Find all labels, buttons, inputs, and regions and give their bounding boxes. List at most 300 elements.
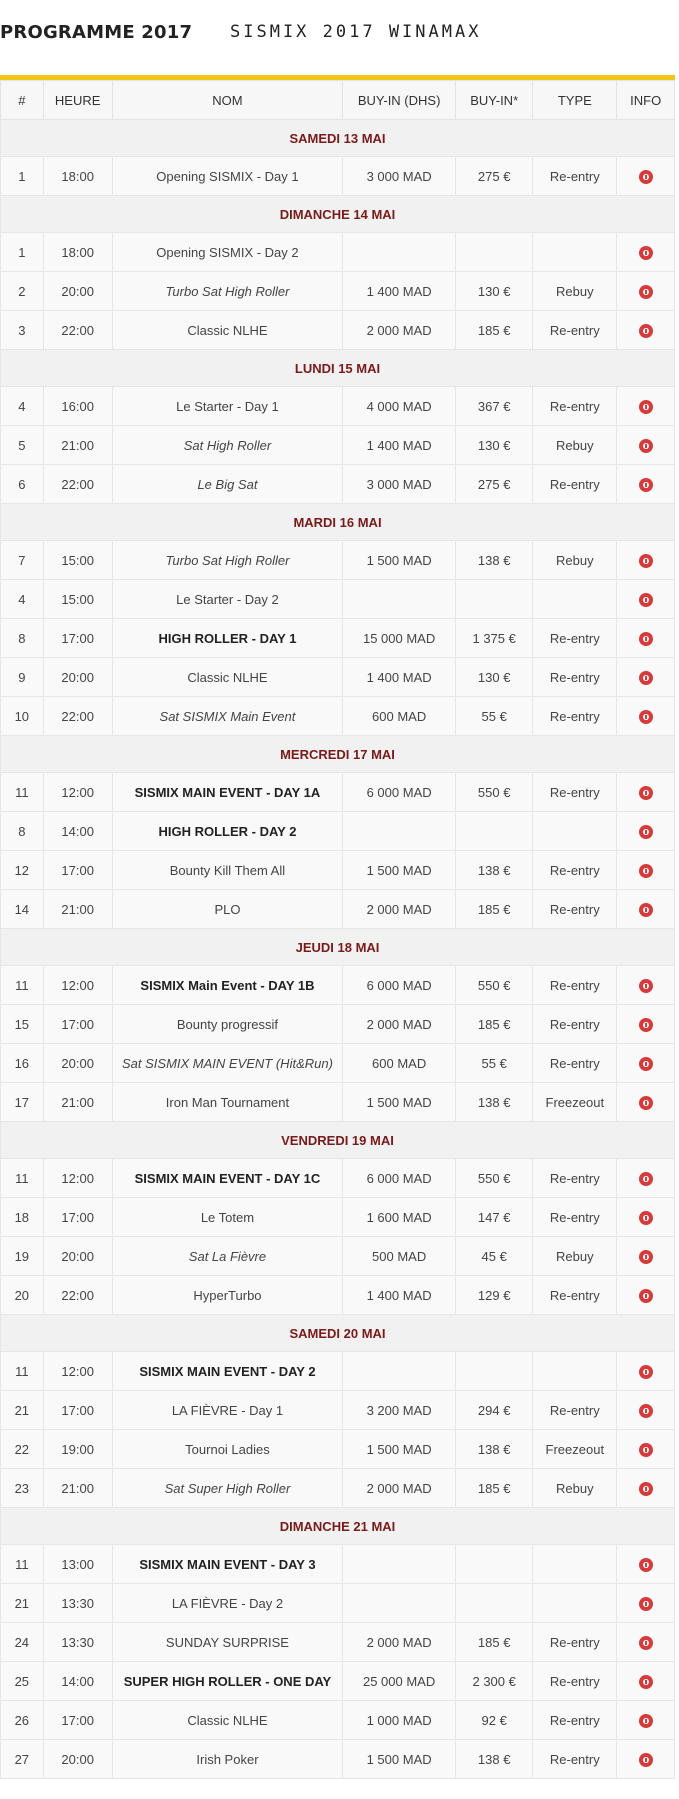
cell-number: 18 — [1, 1198, 44, 1237]
cell-type: Freezeout — [533, 1430, 617, 1469]
cell-number: 25 — [1, 1662, 44, 1701]
info-icon[interactable] — [639, 324, 653, 338]
cell-name: Bounty Kill Them All — [112, 851, 342, 890]
page-header — [0, 0, 679, 75]
cell-buyin-dhs — [343, 812, 456, 851]
cell-name: Sat High Roller — [112, 426, 342, 465]
table-row — [1, 541, 675, 580]
info-icon[interactable] — [639, 1558, 653, 1572]
cell-buyin-eur: 1 375 € — [456, 619, 533, 658]
cell-name: SISMIX MAIN EVENT - DAY 2 — [112, 1352, 342, 1391]
cell-type: Freezeout — [533, 1083, 617, 1122]
day-label: VENDREDI 19 MAI — [1, 1122, 675, 1159]
cell-name: SISMIX Main Event - DAY 1B — [112, 966, 342, 1005]
day-label: JEUDI 18 MAI — [1, 929, 675, 966]
info-icon[interactable] — [639, 1636, 653, 1650]
cell-buyin-dhs: 1 500 MAD — [343, 541, 456, 580]
cell-buyin-eur — [456, 1545, 533, 1584]
cell-buyin-dhs: 2 000 MAD — [343, 1469, 456, 1508]
cell-info — [617, 1083, 675, 1122]
cell-buyin-dhs: 1 400 MAD — [343, 426, 456, 465]
cell-time: 22:00 — [43, 311, 112, 350]
cell-buyin-eur: 129 € — [456, 1276, 533, 1315]
cell-name: Le Totem — [112, 1198, 342, 1237]
info-icon[interactable] — [639, 1597, 653, 1611]
cell-time: 12:00 — [43, 773, 112, 812]
cell-number: 11 — [1, 1159, 44, 1198]
cell-info — [617, 1701, 675, 1740]
cell-type: Re-entry — [533, 387, 617, 426]
cell-type: Rebuy — [533, 272, 617, 311]
cell-number: 1 — [1, 157, 44, 196]
info-icon[interactable] — [639, 593, 653, 607]
cell-time: 13:30 — [43, 1584, 112, 1623]
cell-number: 8 — [1, 619, 44, 658]
cell-type: Re-entry — [533, 1701, 617, 1740]
table-row — [1, 233, 675, 272]
cell-buyin-dhs: 1 500 MAD — [343, 1740, 456, 1779]
info-icon[interactable] — [639, 246, 653, 260]
table-row — [1, 1159, 675, 1198]
cell-buyin-dhs — [343, 580, 456, 619]
cell-type: Re-entry — [533, 311, 617, 350]
table-row — [1, 619, 675, 658]
cell-type: Re-entry — [533, 1662, 617, 1701]
event-title: SISMIX 2017 WINAMAX — [230, 22, 482, 42]
cell-number: 5 — [1, 426, 44, 465]
cell-buyin-eur: 138 € — [456, 851, 533, 890]
cell-buyin-dhs: 2 000 MAD — [343, 1623, 456, 1662]
cell-buyin-eur: 45 € — [456, 1237, 533, 1276]
cell-name: Le Starter - Day 1 — [112, 387, 342, 426]
cell-name: Opening SISMIX - Day 1 — [112, 157, 342, 196]
info-icon[interactable] — [639, 554, 653, 568]
cell-name: Le Big Sat — [112, 465, 342, 504]
cell-buyin-dhs: 3 000 MAD — [343, 157, 456, 196]
cell-name: Turbo Sat High Roller — [112, 272, 342, 311]
info-icon[interactable] — [639, 400, 653, 414]
cell-name: Classic NLHE — [112, 1701, 342, 1740]
table-row — [1, 387, 675, 426]
cell-info — [617, 812, 675, 851]
cell-info — [617, 311, 675, 350]
cell-buyin-eur: 55 € — [456, 697, 533, 736]
cell-buyin-eur — [456, 580, 533, 619]
info-icon[interactable] — [639, 825, 653, 839]
cell-name: Iron Man Tournament — [112, 1083, 342, 1122]
cell-time: 12:00 — [43, 1352, 112, 1391]
cell-info — [617, 1469, 675, 1508]
cell-name: HIGH ROLLER - DAY 2 — [112, 812, 342, 851]
cell-name: SISMIX MAIN EVENT - DAY 3 — [112, 1545, 342, 1584]
info-icon[interactable] — [639, 285, 653, 299]
table-row — [1, 311, 675, 350]
cell-name: Turbo Sat High Roller — [112, 541, 342, 580]
cell-buyin-eur: 550 € — [456, 773, 533, 812]
cell-number: 7 — [1, 541, 44, 580]
cell-info — [617, 1276, 675, 1315]
day-label: MARDI 16 MAI — [1, 504, 675, 541]
cell-buyin-dhs: 1 000 MAD — [343, 1701, 456, 1740]
cell-number: 17 — [1, 1083, 44, 1122]
cell-name: Bounty progressif — [112, 1005, 342, 1044]
table-row — [1, 426, 675, 465]
info-icon[interactable] — [639, 864, 653, 878]
cell-name: LA FIÈVRE - Day 2 — [112, 1584, 342, 1623]
table-row — [1, 773, 675, 812]
cell-info — [617, 580, 675, 619]
cell-buyin-eur: 55 € — [456, 1044, 533, 1083]
cell-info — [617, 1662, 675, 1701]
table-row — [1, 1237, 675, 1276]
cell-buyin-dhs: 600 MAD — [343, 1044, 456, 1083]
cell-number: 15 — [1, 1005, 44, 1044]
info-icon[interactable] — [639, 1211, 653, 1225]
cell-number: 8 — [1, 812, 44, 851]
cell-info — [617, 697, 675, 736]
cell-buyin-dhs: 15 000 MAD — [343, 619, 456, 658]
cell-name: SISMIX MAIN EVENT - DAY 1C — [112, 1159, 342, 1198]
info-icon[interactable] — [639, 1250, 653, 1264]
cell-name: Sat La Fièvre — [112, 1237, 342, 1276]
cell-type — [533, 1584, 617, 1623]
cell-info — [617, 1159, 675, 1198]
cell-name: PLO — [112, 890, 342, 929]
cell-type: Re-entry — [533, 1391, 617, 1430]
cell-info — [617, 658, 675, 697]
cell-buyin-dhs: 1 400 MAD — [343, 272, 456, 311]
info-icon[interactable] — [639, 1172, 653, 1186]
cell-time: 22:00 — [43, 697, 112, 736]
cell-time: 18:00 — [43, 233, 112, 272]
info-icon[interactable] — [639, 1482, 653, 1496]
cell-name: HyperTurbo — [112, 1276, 342, 1315]
cell-info — [617, 1623, 675, 1662]
cell-buyin-dhs: 4 000 MAD — [343, 387, 456, 426]
cell-time: 22:00 — [43, 1276, 112, 1315]
day-label: MERCREDI 17 MAI — [1, 736, 675, 773]
cell-name: Sat SISMIX Main Event — [112, 697, 342, 736]
cell-buyin-eur: 130 € — [456, 272, 533, 311]
cell-info — [617, 1352, 675, 1391]
column-header-info: INFO — [617, 81, 675, 120]
table-row — [1, 697, 675, 736]
day-header-row — [1, 929, 675, 966]
cell-name: Irish Poker — [112, 1740, 342, 1779]
cell-time: 21:00 — [43, 1469, 112, 1508]
info-icon[interactable] — [639, 1018, 653, 1032]
cell-buyin-eur: 147 € — [456, 1198, 533, 1237]
day-label: SAMEDI 20 MAI — [1, 1315, 675, 1352]
info-icon[interactable] — [639, 1057, 653, 1071]
table-row — [1, 1623, 675, 1662]
cell-name: SISMIX MAIN EVENT - DAY 1A — [112, 773, 342, 812]
cell-number: 11 — [1, 966, 44, 1005]
cell-info — [617, 1198, 675, 1237]
table-row — [1, 1276, 675, 1315]
cell-buyin-eur: 130 € — [456, 658, 533, 697]
cell-info — [617, 966, 675, 1005]
cell-time: 20:00 — [43, 1237, 112, 1276]
table-row — [1, 1545, 675, 1584]
cell-buyin-dhs: 6 000 MAD — [343, 966, 456, 1005]
day-header-row — [1, 736, 675, 773]
cell-number: 11 — [1, 773, 44, 812]
day-header-row — [1, 504, 675, 541]
info-icon[interactable] — [639, 710, 653, 724]
cell-buyin-eur: 185 € — [456, 1623, 533, 1662]
cell-buyin-eur: 138 € — [456, 541, 533, 580]
cell-time: 17:00 — [43, 1005, 112, 1044]
cell-type: Re-entry — [533, 1005, 617, 1044]
cell-buyin-dhs: 3 200 MAD — [343, 1391, 456, 1430]
cell-info — [617, 157, 675, 196]
cell-number: 16 — [1, 1044, 44, 1083]
cell-info — [617, 387, 675, 426]
cell-time: 17:00 — [43, 1391, 112, 1430]
cell-number: 4 — [1, 580, 44, 619]
table-row — [1, 1701, 675, 1740]
cell-info — [617, 1545, 675, 1584]
cell-info — [617, 890, 675, 929]
cell-number: 22 — [1, 1430, 44, 1469]
day-header-row — [1, 1315, 675, 1352]
table-row — [1, 1005, 675, 1044]
cell-time: 20:00 — [43, 272, 112, 311]
cell-type: Re-entry — [533, 1276, 617, 1315]
cell-buyin-eur: 92 € — [456, 1701, 533, 1740]
cell-buyin-eur: 185 € — [456, 1005, 533, 1044]
cell-buyin-eur — [456, 1352, 533, 1391]
cell-buyin-eur: 138 € — [456, 1430, 533, 1469]
programme-table — [0, 80, 675, 1779]
cell-type: Rebuy — [533, 1237, 617, 1276]
table-row — [1, 1662, 675, 1701]
cell-time: 13:00 — [43, 1545, 112, 1584]
cell-info — [617, 272, 675, 311]
cell-buyin-eur: 550 € — [456, 966, 533, 1005]
cell-info — [617, 619, 675, 658]
cell-type: Re-entry — [533, 1044, 617, 1083]
cell-buyin-eur: 550 € — [456, 1159, 533, 1198]
info-icon[interactable] — [639, 1404, 653, 1418]
cell-number: 2 — [1, 272, 44, 311]
cell-buyin-dhs: 500 MAD — [343, 1237, 456, 1276]
cell-name: Tournoi Ladies — [112, 1430, 342, 1469]
cell-name: Classic NLHE — [112, 311, 342, 350]
cell-time: 20:00 — [43, 1740, 112, 1779]
cell-info — [617, 1237, 675, 1276]
cell-buyin-eur: 275 € — [456, 157, 533, 196]
cell-time: 20:00 — [43, 658, 112, 697]
cell-time: 14:00 — [43, 1662, 112, 1701]
table-body — [1, 120, 675, 1779]
cell-buyin-eur: 130 € — [456, 426, 533, 465]
cell-type — [533, 812, 617, 851]
table-row — [1, 1740, 675, 1779]
info-icon[interactable] — [639, 1096, 653, 1110]
table-row — [1, 1469, 675, 1508]
cell-time: 12:00 — [43, 966, 112, 1005]
cell-name: HIGH ROLLER - DAY 1 — [112, 619, 342, 658]
info-icon[interactable] — [639, 1714, 653, 1728]
cell-number: 26 — [1, 1701, 44, 1740]
cell-info — [617, 1584, 675, 1623]
cell-buyin-eur: 2 300 € — [456, 1662, 533, 1701]
cell-time: 20:00 — [43, 1044, 112, 1083]
cell-buyin-dhs — [343, 1352, 456, 1391]
cell-time: 14:00 — [43, 812, 112, 851]
table-row — [1, 580, 675, 619]
cell-name: Sat SISMIX MAIN EVENT (Hit&Run) — [112, 1044, 342, 1083]
info-icon[interactable] — [639, 170, 653, 184]
cell-buyin-dhs: 1 400 MAD — [343, 1276, 456, 1315]
cell-type — [533, 1545, 617, 1584]
cell-time: 17:00 — [43, 1701, 112, 1740]
cell-buyin-dhs: 600 MAD — [343, 697, 456, 736]
cell-type — [533, 580, 617, 619]
info-icon[interactable] — [639, 439, 653, 453]
day-label: DIMANCHE 14 MAI — [1, 196, 675, 233]
cell-name: Classic NLHE — [112, 658, 342, 697]
cell-buyin-dhs: 1 600 MAD — [343, 1198, 456, 1237]
cell-type: Re-entry — [533, 619, 617, 658]
cell-name: Sat Super High Roller — [112, 1469, 342, 1508]
info-icon[interactable] — [639, 1365, 653, 1379]
cell-buyin-eur: 185 € — [456, 1469, 533, 1508]
cell-buyin-dhs: 3 000 MAD — [343, 465, 456, 504]
table-row — [1, 465, 675, 504]
column-header-type: TYPE — [533, 81, 617, 120]
column-header-buyin-eur: BUY-IN* — [456, 81, 533, 120]
info-icon[interactable] — [639, 979, 653, 993]
cell-type: Rebuy — [533, 1469, 617, 1508]
cell-time: 21:00 — [43, 1083, 112, 1122]
table-header-row — [1, 81, 675, 120]
cell-number: 21 — [1, 1391, 44, 1430]
table-row — [1, 1391, 675, 1430]
cell-name: Le Starter - Day 2 — [112, 580, 342, 619]
cell-type: Re-entry — [533, 1740, 617, 1779]
cell-buyin-dhs: 2 000 MAD — [343, 890, 456, 929]
table-row — [1, 1584, 675, 1623]
cell-buyin-eur — [456, 1584, 533, 1623]
cell-number: 24 — [1, 1623, 44, 1662]
column-header-name: NOM — [112, 81, 342, 120]
cell-type: Re-entry — [533, 697, 617, 736]
cell-number: 10 — [1, 697, 44, 736]
info-icon[interactable] — [639, 671, 653, 685]
info-icon[interactable] — [639, 1753, 653, 1767]
cell-type: Re-entry — [533, 773, 617, 812]
day-header-row — [1, 1122, 675, 1159]
cell-type: Re-entry — [533, 851, 617, 890]
cell-info — [617, 233, 675, 272]
table-row — [1, 966, 675, 1005]
day-label: LUNDI 15 MAI — [1, 350, 675, 387]
cell-info — [617, 1005, 675, 1044]
cell-buyin-dhs: 2 000 MAD — [343, 311, 456, 350]
cell-time: 17:00 — [43, 619, 112, 658]
cell-type: Re-entry — [533, 658, 617, 697]
info-icon[interactable] — [639, 903, 653, 917]
cell-time: 22:00 — [43, 465, 112, 504]
table-row — [1, 1430, 675, 1469]
table-row — [1, 658, 675, 697]
info-icon[interactable] — [639, 1675, 653, 1689]
cell-number: 19 — [1, 1237, 44, 1276]
cell-type: Re-entry — [533, 1198, 617, 1237]
cell-time: 16:00 — [43, 387, 112, 426]
info-icon[interactable] — [639, 1289, 653, 1303]
cell-number: 21 — [1, 1584, 44, 1623]
cell-buyin-eur: 275 € — [456, 465, 533, 504]
cell-name: SUPER HIGH ROLLER - ONE DAY — [112, 1662, 342, 1701]
cell-buyin-dhs: 2 000 MAD — [343, 1005, 456, 1044]
table-row — [1, 890, 675, 929]
cell-name: SUNDAY SURPRISE — [112, 1623, 342, 1662]
info-icon[interactable] — [639, 1443, 653, 1457]
day-label: SAMEDI 13 MAI — [1, 120, 675, 157]
cell-info — [617, 1391, 675, 1430]
cell-type: Re-entry — [533, 890, 617, 929]
info-icon[interactable] — [639, 786, 653, 800]
day-header-row — [1, 120, 675, 157]
cell-number: 23 — [1, 1469, 44, 1508]
column-header-buyin-dhs: BUY-IN (DHS) — [343, 81, 456, 120]
cell-time: 12:00 — [43, 1159, 112, 1198]
cell-number: 27 — [1, 1740, 44, 1779]
table-row — [1, 1352, 675, 1391]
table-row — [1, 272, 675, 311]
cell-type: Re-entry — [533, 1159, 617, 1198]
cell-type: Re-entry — [533, 1623, 617, 1662]
cell-buyin-eur: 367 € — [456, 387, 533, 426]
cell-info — [617, 1044, 675, 1083]
cell-time: 17:00 — [43, 1198, 112, 1237]
cell-number: 4 — [1, 387, 44, 426]
cell-number: 3 — [1, 311, 44, 350]
cell-info — [617, 1430, 675, 1469]
cell-time: 21:00 — [43, 890, 112, 929]
day-header-row — [1, 350, 675, 387]
cell-buyin-dhs: 6 000 MAD — [343, 1159, 456, 1198]
cell-number: 11 — [1, 1545, 44, 1584]
info-icon[interactable] — [639, 632, 653, 646]
cell-info — [617, 1740, 675, 1779]
cell-buyin-dhs — [343, 1545, 456, 1584]
cell-time: 15:00 — [43, 580, 112, 619]
table-row — [1, 1198, 675, 1237]
table-row — [1, 1083, 675, 1122]
cell-number: 9 — [1, 658, 44, 697]
day-header-row — [1, 1508, 675, 1545]
table-row — [1, 812, 675, 851]
cell-type — [533, 1352, 617, 1391]
cell-buyin-dhs — [343, 1584, 456, 1623]
cell-buyin-eur: 138 € — [456, 1740, 533, 1779]
cell-info — [617, 541, 675, 580]
cell-buyin-dhs: 1 500 MAD — [343, 851, 456, 890]
cell-type: Re-entry — [533, 966, 617, 1005]
cell-time: 15:00 — [43, 541, 112, 580]
cell-buyin-dhs: 6 000 MAD — [343, 773, 456, 812]
cell-number: 20 — [1, 1276, 44, 1315]
cell-number: 1 — [1, 233, 44, 272]
cell-time: 18:00 — [43, 157, 112, 196]
day-header-row — [1, 196, 675, 233]
info-icon[interactable] — [639, 478, 653, 492]
